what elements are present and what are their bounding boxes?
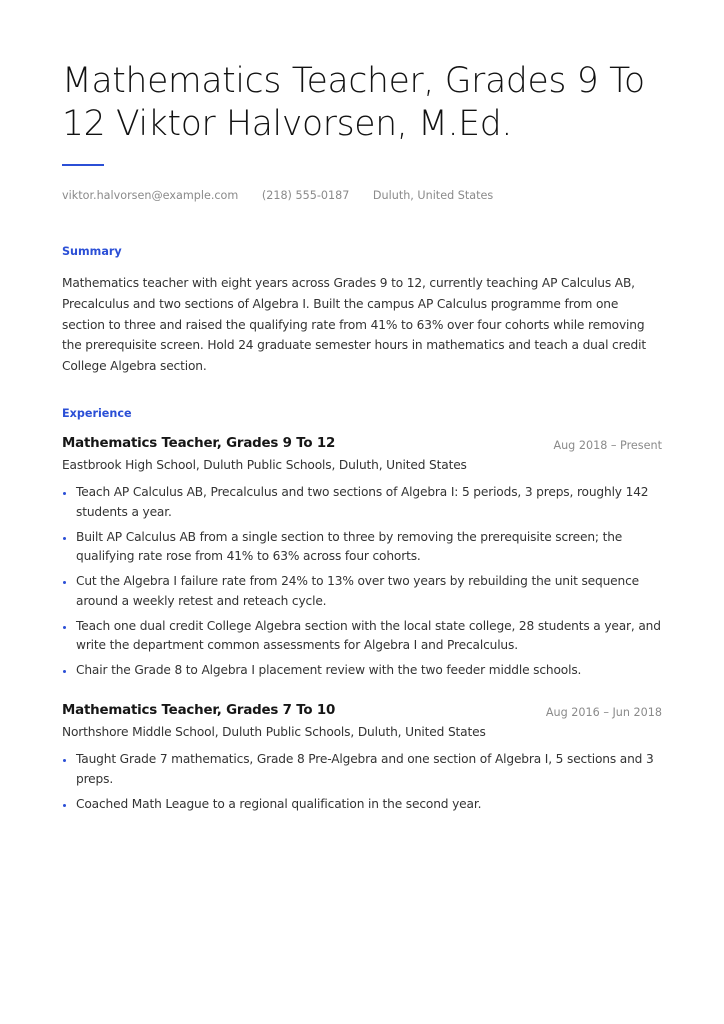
job-organization: Northshore Middle School, Duluth Public Schools, Duluth, United States	[62, 725, 486, 739]
job-dates: Aug 2016 – Jun 2018	[545, 706, 662, 719]
page-title: Mathematics Teacher, Grades 9 To 12 Viktor Halvorsen, M.Ed.	[62, 61, 645, 144]
job-bullet: Teach one dual credit College Algebra section with the local state college, 28 students a year, and write the department common assessments for Algebra I and Precalculus.	[62, 617, 662, 656]
job-bullet-list	[62, 750, 662, 820]
job-bullet: Taught Grade 7 mathematics, Grade 8 Pre-Algebra and one section of Algebra I, 5 sections and 3 preps.	[62, 750, 662, 789]
job-title: Mathematics Teacher, Grades 9 To 12	[62, 436, 336, 451]
job-bullet: Coached Math League to a regional qualification in the second year.	[62, 795, 662, 815]
summary-heading: Summary	[62, 245, 122, 258]
contact-location: Duluth, United States	[372, 189, 494, 202]
job-bullet: Built AP Calculus AB from a single section to three by removing the prerequisite screen; the qualifying rate rose from 41% to 63% across four cohorts.	[62, 528, 662, 567]
contact-line	[62, 189, 493, 202]
job-bullet: Chair the Grade 8 to Algebra I placement review with the two feeder middle schools.	[62, 661, 662, 681]
job-bullet-list	[62, 483, 662, 686]
contact-email: viktor.halvorsen@example.com	[62, 189, 239, 202]
job-title: Mathematics Teacher, Grades 7 To 10	[62, 703, 336, 718]
job-organization: Eastbrook High School, Duluth Public Schools, Duluth, United States	[62, 458, 467, 472]
title-accent-rule	[62, 164, 104, 166]
job-bullet: Cut the Algebra I failure rate from 24% to 13% over two years by rebuilding the unit sequence around a weekly retest and reteach cycle.	[62, 572, 662, 611]
job-bullet: Teach AP Calculus AB, Precalculus and two sections of Algebra I: 5 periods, 3 preps, roughly 142 students a year.	[62, 483, 662, 522]
experience-heading: Experience	[62, 407, 132, 420]
contact-phone: (218) 555-0187	[261, 189, 350, 202]
summary-text: Mathematics teacher with eight years across Grades 9 to 12, currently teaching AP Calculus AB, Precalculus and two sections of Algebra I. Built the campus AP Calculus programme from one section to three and raised the qualifying rate from 41% to 63% over four cohorts while removing the prerequisite screen. Hold 24 graduate semester hours in mathematics and teach a dual credit College Algebra section.	[62, 276, 646, 374]
job-dates: Aug 2018 – Present	[553, 439, 662, 452]
